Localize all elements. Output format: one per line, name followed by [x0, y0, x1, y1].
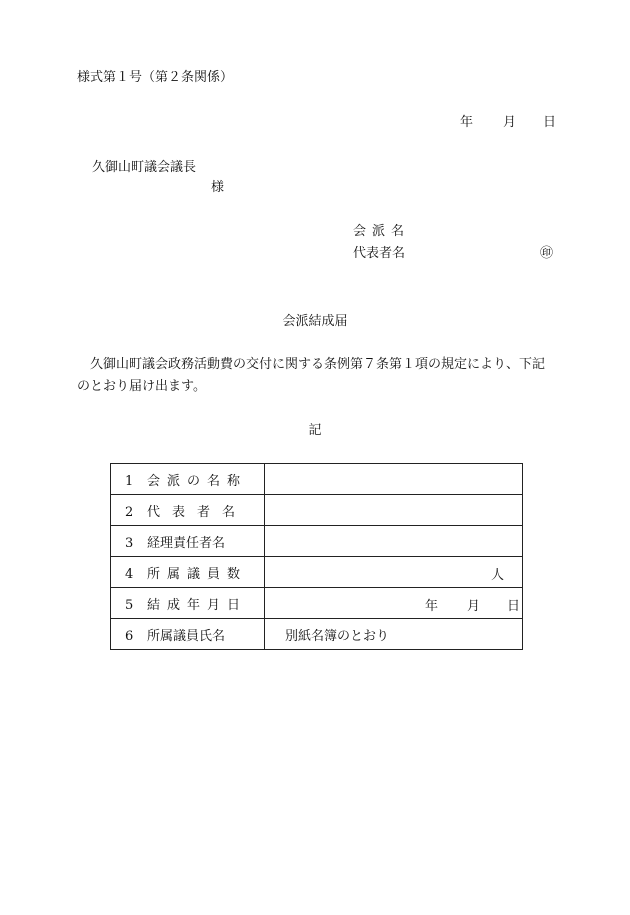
member-names-cell[interactable]	[265, 619, 523, 650]
document-title: 会派結成届	[282, 314, 348, 329]
date-year-label: 年	[460, 115, 474, 130]
formation-date-cell[interactable]	[265, 588, 523, 619]
row-label: 会派の名称	[147, 473, 248, 489]
accounting-manager-cell[interactable]	[265, 526, 523, 557]
member-names-value: 別紙名簿のとおり	[285, 628, 390, 644]
row-number: 2	[125, 504, 134, 520]
faction-name-label: 会派名	[353, 224, 411, 239]
representative-label: 代表者名	[353, 246, 406, 261]
formation-date	[425, 595, 520, 614]
month-label: 月	[467, 599, 481, 614]
table-row	[111, 526, 523, 557]
row-label-cell	[111, 464, 265, 495]
ki-heading: 記	[308, 423, 322, 438]
addressee-name: 久御山町議会議長	[92, 160, 197, 175]
row-label: 所属議員数	[147, 566, 248, 582]
year-label: 年	[425, 599, 439, 614]
date-month-label: 月	[503, 115, 517, 130]
row-label-cell	[111, 557, 265, 588]
row-label-cell	[111, 526, 265, 557]
date-line	[460, 115, 556, 131]
table-row	[111, 464, 523, 495]
body-text: 久御山町議会政務活動費の交付に関する条例第７条第１項の規定により、下記のとおり届け出ます。	[77, 357, 546, 394]
table-row	[111, 557, 523, 588]
addressee-honorific: 様	[211, 180, 225, 195]
member-count-cell[interactable]	[265, 557, 523, 588]
form-number: 様式第１号（第２条関係）	[77, 70, 234, 85]
row-label: 代表者名	[147, 504, 248, 520]
representative-cell[interactable]	[265, 495, 523, 526]
row-number: 6	[125, 628, 134, 644]
row-number: 3	[125, 535, 134, 551]
row-label-cell	[111, 495, 265, 526]
seal-mark: ㊞	[540, 246, 554, 261]
row-label-cell	[111, 619, 265, 650]
row-number: 4	[125, 566, 134, 582]
row-label-cell	[111, 588, 265, 619]
row-number: 5	[125, 597, 134, 613]
faction-name-cell[interactable]	[265, 464, 523, 495]
row-label: 結成年月日	[147, 597, 248, 613]
date-day-label: 日	[543, 115, 557, 130]
row-number: 1	[125, 473, 134, 489]
row-label: 経理責任者名	[147, 535, 226, 551]
day-label: 日	[507, 599, 521, 614]
info-table	[110, 463, 523, 650]
row-label: 所属議員氏名	[147, 628, 226, 644]
table-row	[111, 495, 523, 526]
unit-person: 人	[490, 568, 504, 583]
table-row	[111, 588, 523, 619]
table-row	[111, 619, 523, 650]
